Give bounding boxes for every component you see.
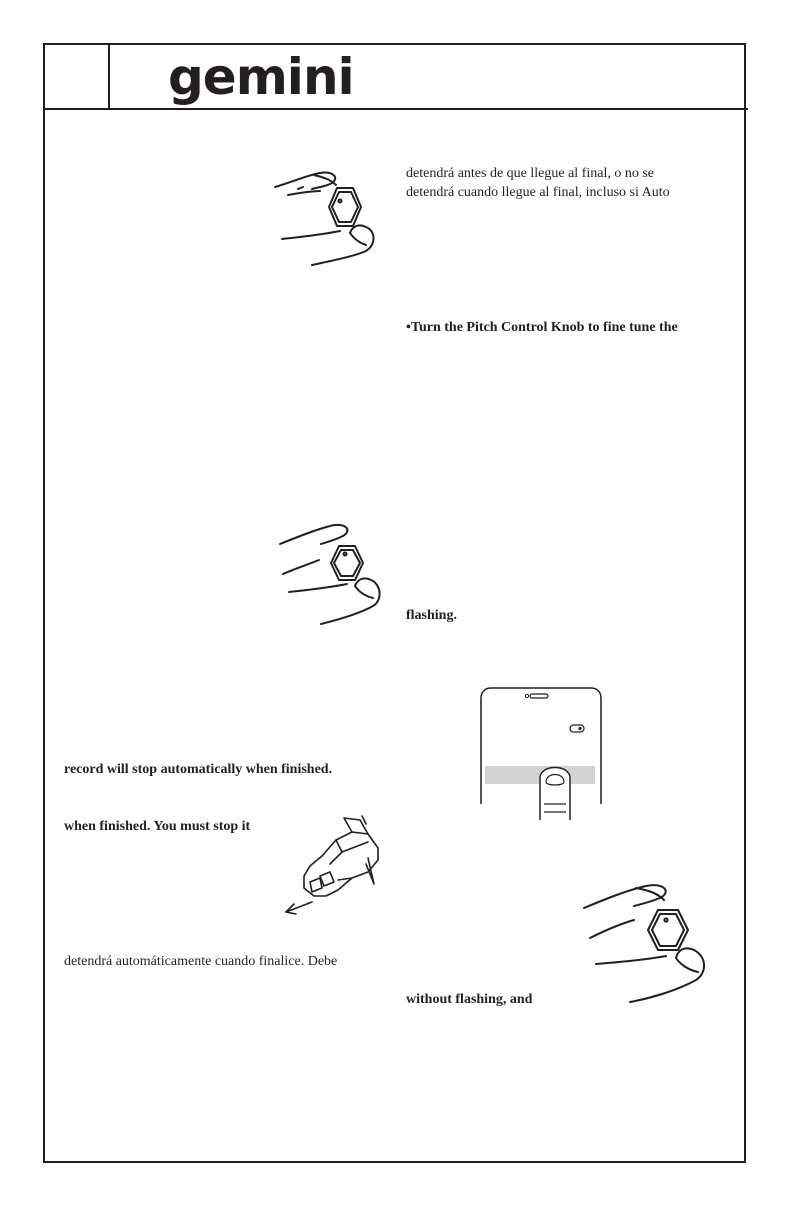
spanish-text-line-2: detendrá cuando llegue al final, incluso si Auto bbox=[406, 185, 670, 200]
without-flashing-text: without flashing, and bbox=[406, 992, 533, 1007]
record-stop-text: record will stop automatically when finished. bbox=[64, 762, 333, 777]
spanish-automatic-text: detendrá automáticamente cuando finalice. Debe bbox=[64, 954, 338, 969]
device-touch-illustration bbox=[478, 686, 604, 820]
finger-press-button-illustration-1 bbox=[270, 165, 380, 275]
header-tab-divider bbox=[108, 43, 110, 109]
gemini-logo: gemini bbox=[168, 48, 354, 106]
spanish-text-line-1: detendrá antes de que llegue al final, o no se bbox=[406, 166, 655, 181]
finger-press-button-illustration-3 bbox=[580, 878, 712, 1008]
finger-press-button-illustration-2 bbox=[275, 520, 385, 630]
must-stop-text: when finished. You must stop it bbox=[64, 819, 251, 834]
header-divider bbox=[43, 108, 748, 110]
cartridge-stylus-illustration bbox=[282, 812, 390, 916]
pitch-instruction-text: •Turn the Pitch Control Knob to fine tune the bbox=[406, 320, 678, 335]
flashing-text: flashing. bbox=[406, 608, 457, 623]
